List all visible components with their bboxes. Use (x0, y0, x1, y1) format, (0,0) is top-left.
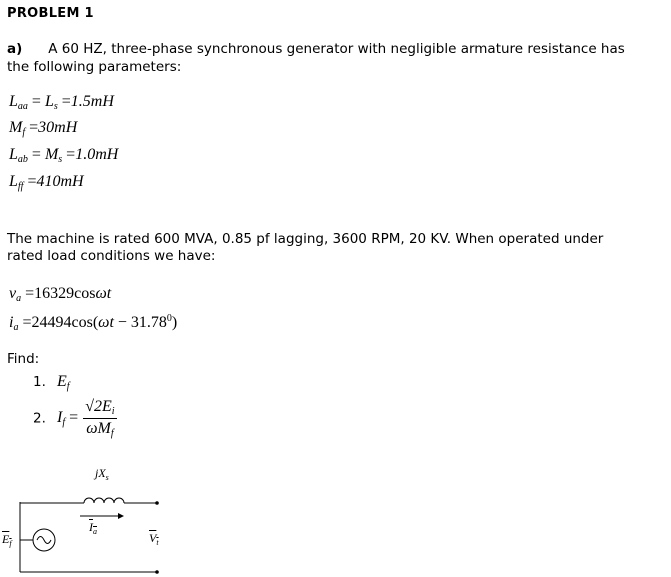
intro-text-1: A 60 HZ, three-phase synchronous generator with negligible armature resistance has (48, 41, 625, 57)
equation-va: $v_a =16329\cos\omega t$ (9, 285, 112, 304)
param-mf: $M_f =30mH$ (9, 119, 78, 138)
circuit-diagram (0, 460, 180, 577)
param-laa: $L_{aa} = L_s =1.5mH$ (9, 93, 114, 112)
intro-line-1 (7, 41, 625, 57)
current-label: $I_a$ (89, 520, 97, 536)
arrow-head (118, 513, 124, 519)
find-item-2: 2. $I_f$ = $\frac{√2E_i}{\omega M_f}$ (33, 398, 115, 439)
voltage-label: $V_t$ (149, 531, 159, 547)
problem-title: PROBLEM 1 (7, 6, 94, 21)
find-label: Find: (7, 351, 40, 367)
rating-line-1: The machine is rated 600 MVA, 0.85 pf lagging, 3600 RPM, 20 KV. When operated under (7, 231, 604, 247)
reactance-label: $jX_s$ (95, 466, 109, 482)
param-lff: $L_{ff} =410mH$ (9, 173, 84, 192)
find-item-1: 1. $E_f$ (33, 373, 70, 392)
equation-ia: $i_a =24494\cos(\omega t - 31.78^0)$ (9, 313, 178, 333)
intro-line-2: the following parameters: (7, 59, 182, 75)
terminal-bottom (155, 570, 159, 574)
source-label: $E_f$ (2, 532, 12, 548)
part-label: a) (7, 41, 23, 57)
fraction: $\frac{√2E_i}{\omega M_f}$ (85, 398, 115, 439)
inductor-coil (84, 498, 124, 503)
terminal-top (155, 501, 159, 505)
rating-line-2: rated load conditions we have: (7, 248, 216, 264)
param-lab: $L_{ab} = M_s =1.0mH$ (9, 146, 119, 165)
